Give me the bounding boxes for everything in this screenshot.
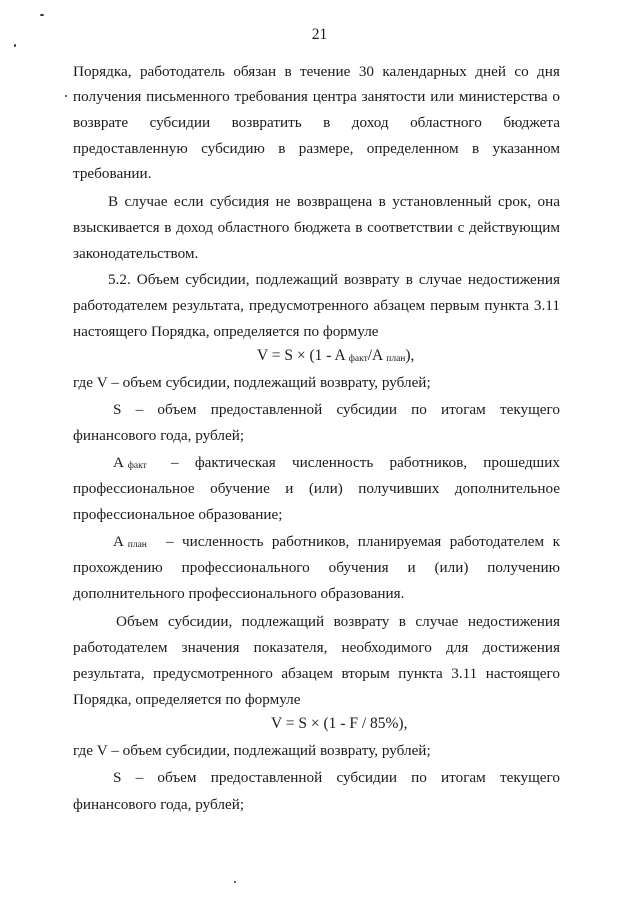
formula-1 <box>257 347 414 365</box>
word: текущего <box>499 401 560 418</box>
word: случае <box>415 613 459 630</box>
word: субсидии, <box>167 613 233 630</box>
p4-line-2 <box>73 638 560 658</box>
word: фактическая <box>194 454 276 471</box>
word: объем <box>157 769 197 786</box>
word: предоставленной <box>210 769 323 786</box>
word: дней <box>475 63 506 80</box>
word: абзацем <box>373 297 426 314</box>
word: объем <box>157 401 197 418</box>
definition-a-plan-line-3: дополнительного профессионального образования. <box>73 585 405 602</box>
word: предусмотренного <box>248 297 369 314</box>
definition-s-2-line-2: финансового года, рублей; <box>73 796 245 813</box>
word: получивших <box>358 480 440 497</box>
word: в <box>164 219 172 236</box>
p3-line-2 <box>73 296 560 316</box>
word: в <box>284 63 292 80</box>
word: показателя, <box>253 639 328 656</box>
definition-s-1-line-2: финансового года, рублей; <box>73 427 245 444</box>
word: бюджета <box>294 219 351 236</box>
word: со <box>514 63 529 80</box>
word: 5.2. <box>108 271 131 288</box>
p3-line-1 <box>108 270 560 290</box>
p4-line-4: Порядка, определяется по формуле <box>73 691 301 708</box>
word: субсидии, <box>185 271 250 288</box>
word: прохождению <box>73 559 163 576</box>
word: к <box>552 533 560 550</box>
word: Порядка, <box>73 63 132 80</box>
word: субсидии <box>149 114 211 131</box>
word: работников, <box>271 533 350 550</box>
word: 3.11 <box>533 297 560 314</box>
word: предоставленную <box>73 140 188 157</box>
word: Объем <box>116 613 159 630</box>
word: календарных <box>382 63 467 80</box>
p1-line-1 <box>73 62 560 82</box>
definition-s-2-line-1 <box>113 768 560 788</box>
word: подлежащий <box>241 613 325 630</box>
word: субсидии <box>336 401 397 418</box>
word: 3.11 <box>451 665 478 682</box>
word: дня <box>537 63 560 80</box>
word: занятости <box>361 88 426 105</box>
definition-s-1-line-1 <box>113 400 560 420</box>
a-fact-letter: А <box>113 454 124 471</box>
word: случае <box>124 193 168 210</box>
word: настоящего <box>485 665 560 682</box>
formula-1-main: V = S × (1 - A <box>257 347 349 364</box>
word: возвращена <box>296 193 373 210</box>
word: работодатель <box>139 63 225 80</box>
word: письменного <box>146 88 230 105</box>
word: областного <box>410 114 482 131</box>
definition-a-fact-line-1 <box>171 453 560 473</box>
word: возвратить <box>231 114 302 131</box>
word: прошедших <box>483 454 560 471</box>
word: абзацем <box>281 665 334 682</box>
word: министерства <box>458 88 548 105</box>
formula-1-sub-plan: план <box>386 354 406 364</box>
word: в <box>323 114 331 131</box>
word: по <box>411 401 427 418</box>
word: Объем <box>136 271 180 288</box>
word: в <box>378 193 386 210</box>
definition-a-fact-symbol <box>113 453 147 476</box>
definition-a-plan-line-2 <box>73 558 560 578</box>
word: необходимого <box>341 639 432 656</box>
word: результата, <box>73 665 145 682</box>
word: течение <box>300 63 351 80</box>
word: и <box>407 559 416 576</box>
word: действующим <box>468 219 560 236</box>
word: результата, <box>172 297 244 314</box>
word: возврате <box>73 114 129 131</box>
word: – <box>135 769 144 786</box>
word: бюджета <box>503 114 560 131</box>
word: профессионального <box>181 559 310 576</box>
word: (или) <box>434 559 469 576</box>
word: достижения <box>482 639 560 656</box>
word: доход <box>176 219 213 236</box>
word: дополнительное <box>454 480 560 497</box>
word: взыскивается <box>73 219 160 236</box>
word: доход <box>351 114 389 131</box>
a-plan-subscript: план <box>127 540 147 550</box>
word: предусмотренного <box>153 665 273 682</box>
word: работодателем <box>449 533 545 550</box>
p1-line-4 <box>73 139 560 159</box>
word: она <box>537 193 560 210</box>
word: пункта <box>398 665 443 682</box>
word: установленный <box>392 193 492 210</box>
word: В <box>108 193 119 210</box>
word: в <box>471 140 480 157</box>
word: численность <box>182 533 264 550</box>
word: работников, <box>389 454 468 471</box>
a-plan-letter: А <box>113 533 124 550</box>
word: для <box>446 639 469 656</box>
word: о <box>552 88 560 105</box>
word: предоставленной <box>210 401 323 418</box>
word: с <box>457 219 465 236</box>
word: работодателем <box>73 297 168 314</box>
word: требования <box>234 88 308 105</box>
word: получения <box>73 88 142 105</box>
word: планируемая <box>357 533 442 550</box>
p4-line-3 <box>73 664 560 684</box>
word: возврату <box>333 613 390 630</box>
word: возврату <box>343 271 400 288</box>
word: итогам <box>441 401 486 418</box>
p1-line-3 <box>73 113 560 133</box>
word: центра <box>312 88 357 105</box>
definition-a-fact-line-2 <box>73 479 560 499</box>
word: профессиональное <box>73 480 195 497</box>
p2-line-3: законодательством. <box>73 245 199 262</box>
word: обязан <box>233 63 277 80</box>
definition-a-plan-line-1 <box>166 532 560 552</box>
word: субсидия <box>209 193 270 210</box>
formula-1-mid: /A <box>367 347 387 364</box>
word: численность <box>291 454 374 471</box>
word: работодателем <box>73 639 168 656</box>
word: недостижения <box>467 613 560 630</box>
scan-speck <box>234 881 236 883</box>
definition-a-plan-symbol <box>113 532 147 555</box>
definition-v-1: где V – объем субсидии, подлежащий возврату, рублей; <box>73 374 431 391</box>
word: S <box>113 769 122 786</box>
definition-a-fact-line-3: профессиональное образование; <box>73 506 283 523</box>
scan-speck <box>14 44 16 47</box>
page-number: 21 <box>311 26 328 43</box>
word: размере, <box>298 140 354 157</box>
word: итогам <box>441 769 486 786</box>
word: субсидию <box>201 140 265 157</box>
a-fact-subscript: факт <box>127 461 147 471</box>
word: получению <box>487 559 560 576</box>
word: текущего <box>499 769 560 786</box>
word: в <box>398 613 406 630</box>
word: в <box>405 271 413 288</box>
word: соответствии <box>367 219 453 236</box>
word: указанном <box>492 140 560 157</box>
word: определенном <box>366 140 459 157</box>
p2-line-1 <box>108 192 560 212</box>
word: значения <box>181 639 240 656</box>
word: субсидии <box>336 769 397 786</box>
word: в <box>278 140 286 157</box>
word: первым <box>430 297 480 314</box>
p1-line-2 <box>73 87 560 107</box>
word: S <box>113 401 122 418</box>
word: если <box>173 193 204 210</box>
p2-line-2 <box>73 218 560 238</box>
word: и <box>285 480 294 497</box>
word: вторым <box>341 665 390 682</box>
word: в <box>355 219 363 236</box>
p4-line-1 <box>116 612 560 632</box>
p1-line-5: требовании. <box>73 165 152 182</box>
p3-line-3: настоящего Порядка, определяется по формуле <box>73 323 379 340</box>
word: не <box>275 193 291 210</box>
word: областного <box>217 219 290 236</box>
word: – <box>166 533 174 550</box>
word: случае <box>418 271 462 288</box>
definition-v-2: где V – объем субсидии, подлежащий возврату, рублей; <box>73 742 431 759</box>
scan-speck <box>65 95 67 97</box>
word: пункта <box>484 297 530 314</box>
word: или <box>430 88 455 105</box>
word: обучение <box>210 480 270 497</box>
word: недостижения <box>467 271 560 288</box>
formula-1-end: ), <box>405 347 415 364</box>
word: обучения <box>328 559 389 576</box>
word: – <box>171 454 179 471</box>
word: подлежащий <box>255 271 338 288</box>
word: (или) <box>308 480 343 497</box>
formula-1-sub-fact: факт <box>348 354 368 364</box>
scan-speck <box>40 14 44 16</box>
word: по <box>411 769 427 786</box>
formula-2: V = S × (1 - F / 85%), <box>271 715 408 732</box>
word: – <box>135 401 144 418</box>
word: срок, <box>498 193 532 210</box>
word: 30 <box>358 63 374 80</box>
